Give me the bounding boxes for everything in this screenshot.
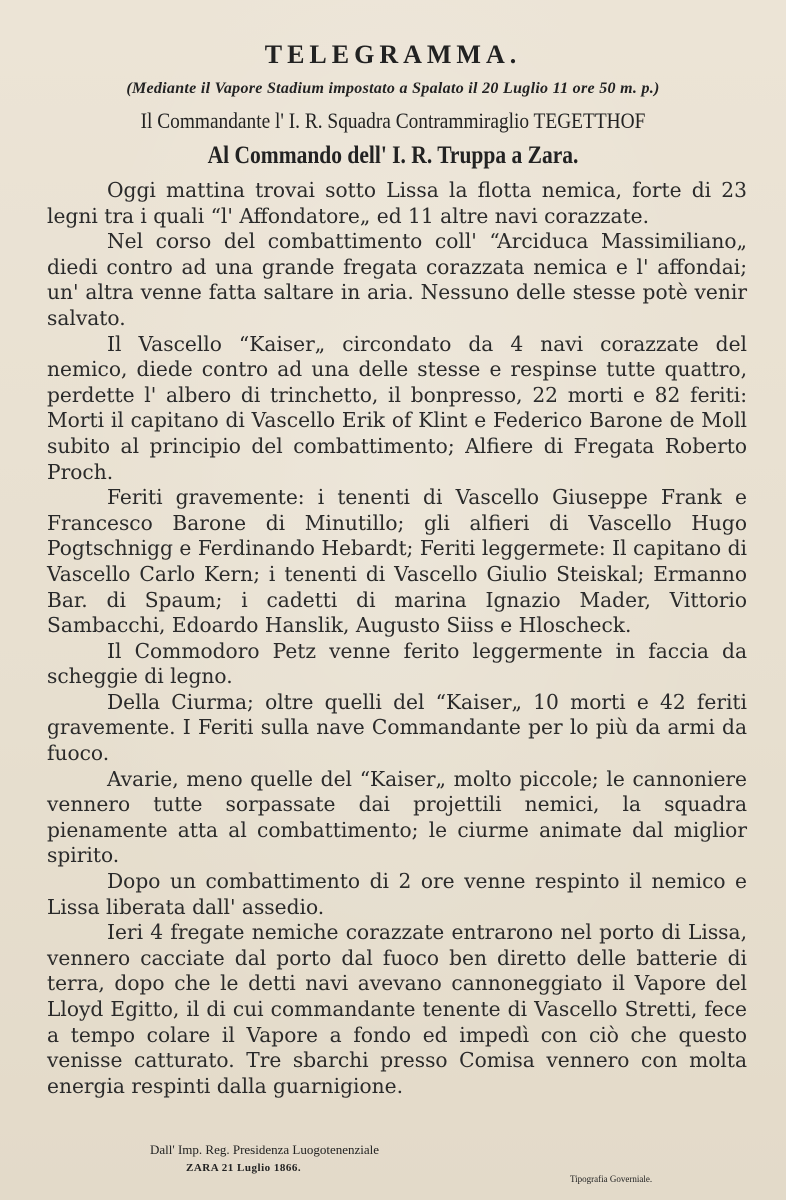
telegram-body [47,178,747,1099]
paragraph: Ieri 4 fregate nemiche corazzate entrarono nel porto di Lissa, vennero cacciate dal porto dal fuoco ben diretto delle batterie di terra, dopo che le detti navi avevano cannoneggiato il Vapore del Lloyd Egitto, il di cui commandante tenente di Vascello Stretti, fece a tempo colare il Vapore a fondo ed impedì con ciò che questo venisse catturato. Tre sbarchi presso Comisa vennero con molta energia respinti dalla guarnigione. [47,920,747,1098]
printer-credit: Tipografia Governiale. [570,1174,653,1184]
issuing-authority: Dall' Imp. Reg. Presidenza Luogotenenziale [150,1142,380,1157]
paragraph: Feriti gravemente: i tenenti di Vascello Giuseppe Frank e Francesco Barone di Minutillo; gli alfieri di Vascello Hugo Pogtschnigg e Ferdinando Hebardt; Feriti leggermete: Il capitano di Vascello Carlo Kern; i tenenti di Vascello Giulio Steiskal; Ermanno Bar. di Spaum; i cadetti di marina Ignazio Mader, Vittorio Sambacchi, Edoardo Hanslik, Augusto Siiss e Hloscheck. [47,485,747,638]
paragraph: Nel corso del combattimento coll' “Arciduca Massimiliano„ diedi contro ad una grande fregata corazzata nemica e l' affondai; un' altra venne fatta saltare in aria. Nessuno delle stesse potè venir salvato. [47,229,747,330]
dispatch-subtitle: (Mediante il Vapore Stadium impostato a Spalato il 20 Luglio 11 ore 50 m. p.) [126,80,660,97]
document-title: TELEGRAMMA. [264,40,522,69]
paragraph: Oggi mattina trovai sotto Lissa la flotta nemica, forte di 23 legni tra i quali “l' Affondatore„ ed 11 altre navi corazzate. [47,178,747,228]
paragraph: Il Commodoro Petz venne ferito leggermente in faccia da scheggie di legno. [47,638,747,689]
paragraph: Avarie, meno quelle del “Kaiser„ molto piccole; le cannoniere vennero tutte sorpassate dai projettili nemici, la squadra pienamente atta al combattimento; le ciurme animate dal miglior spirito. [47,766,747,868]
sender-line: Il Commandante l' I. R. Squadra Contrammiraglio TEGETTHOF [140,108,646,133]
paragraph: Dopo un combattimento di 2 ore venne respinto il nemico e Lissa liberata dall' assedio. [47,869,747,919]
paragraph: Della Ciurma; oltre quelli del “Kaiser„ 10 morti e 42 feriti gravemente. I Feriti sulla nave Commandante per lo più da armi da fuoco. [47,689,747,766]
recipient-line: Al Commando dell' I. R. Truppa a Zara. [207,142,579,169]
place-date: ZARA 21 Luglio 1866. [186,1162,302,1174]
paragraph: Il Vascello “Kaiser„ circondato da 4 navi corazzate del nemico, diede contro ad una delle stesse e respinse tutte quattro, perdette l' albero di trinchetto, il bonpresso, 22 morti e 82 feriti: Morti il capitano di Vascello Erik of Klint e Federico Barone de Moll subito al principio del combattimento; Alfiere di Fregata Roberto Proch. [47,331,747,484]
